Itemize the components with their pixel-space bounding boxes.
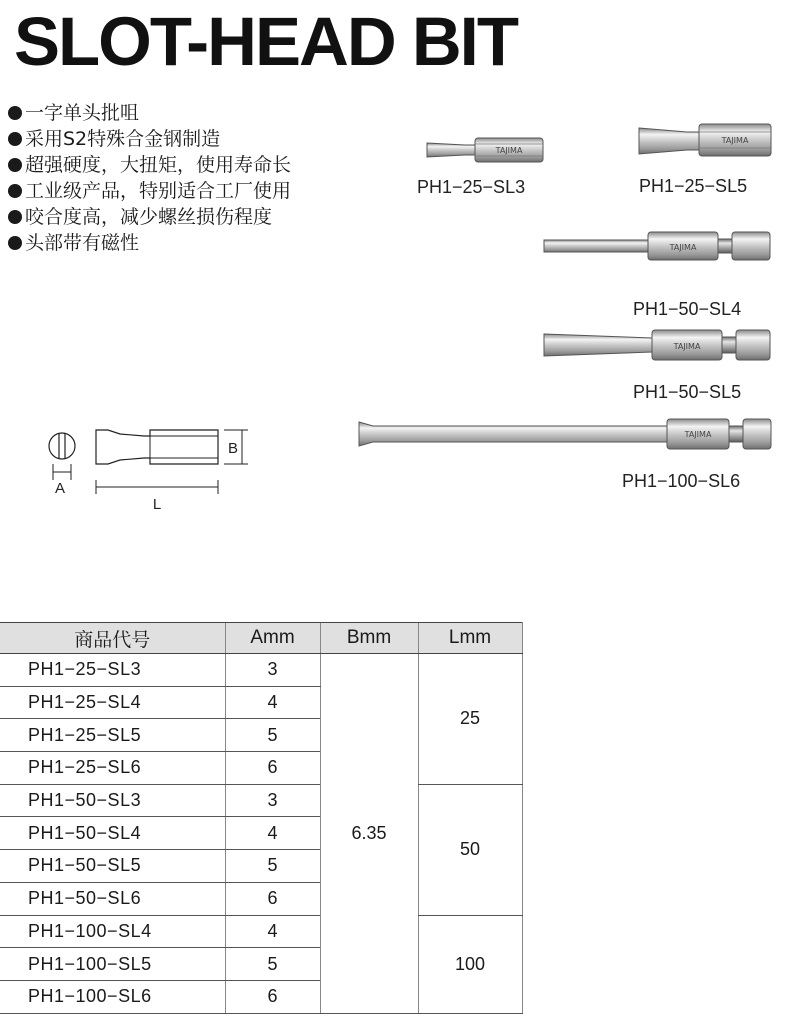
- table-header-row: [0, 623, 522, 654]
- bit-image-ph1-100-sl6: [355, 414, 775, 454]
- feature-item: [8, 100, 291, 126]
- cell-a: 6: [225, 882, 320, 915]
- table-row: [0, 654, 522, 687]
- cell-a: 4: [225, 817, 320, 850]
- header-model: 商品代号: [0, 623, 225, 654]
- cell-model: PH1−25−SL3: [0, 654, 225, 687]
- header-b: Bmm: [320, 623, 418, 654]
- bit-image-ph1-25-sl5: [637, 118, 777, 164]
- bullet-icon: [8, 158, 22, 172]
- brand-mark: TAJIMA: [673, 342, 701, 351]
- bit-label: PH1−50−SL5: [633, 382, 742, 402]
- bit-image-ph1-50-sl4: [540, 226, 775, 266]
- brand-mark: TAJIMA: [684, 430, 712, 439]
- cell-model: PH1−50−SL5: [0, 850, 225, 883]
- cell-model: PH1−100−SL5: [0, 948, 225, 981]
- dimension-label-b: B: [227, 440, 239, 457]
- cell-a: 5: [225, 850, 320, 883]
- cell-a: 6: [225, 752, 320, 785]
- dimension-label-l: L: [152, 496, 162, 513]
- feature-text: 工业级产品，特别适合工厂使用: [25, 180, 292, 202]
- bullet-icon: [8, 236, 22, 250]
- cell-a: 4: [225, 915, 320, 948]
- cell-b: 6.35: [320, 654, 418, 1014]
- bit-label: PH1−50−SL4: [633, 299, 742, 319]
- dimension-label-a: A: [54, 480, 66, 497]
- cell-model: PH1−100−SL6: [0, 980, 225, 1013]
- feature-item: [8, 204, 291, 230]
- table-row: [0, 915, 522, 948]
- feature-item: [8, 230, 291, 256]
- bit-image-ph1-50-sl5: [540, 324, 775, 366]
- bit-image-ph1-25-sl3: [425, 128, 550, 170]
- cell-l: 100: [418, 915, 522, 1013]
- cell-model: PH1−25−SL5: [0, 719, 225, 752]
- bit-label: PH1−100−SL6: [622, 471, 741, 491]
- cell-model: PH1−50−SL3: [0, 784, 225, 817]
- table-row: [0, 784, 522, 817]
- cell-model: PH1−25−SL4: [0, 686, 225, 719]
- cell-l: 50: [418, 784, 522, 915]
- bit-side-view: [96, 430, 218, 464]
- feature-item: [8, 178, 291, 204]
- bullet-icon: [8, 132, 22, 146]
- cell-a: 3: [225, 654, 320, 687]
- page-title: SLOT-HEAD BIT: [14, 3, 517, 80]
- cell-a: 5: [225, 948, 320, 981]
- cell-a: 5: [225, 719, 320, 752]
- cell-a: 4: [225, 686, 320, 719]
- brand-mark: TAJIMA: [721, 136, 749, 145]
- feature-item: [8, 152, 291, 178]
- header-l: Lmm: [418, 623, 522, 654]
- bullet-icon: [8, 210, 22, 224]
- cell-model: PH1−50−SL4: [0, 817, 225, 850]
- feature-list: [8, 100, 291, 256]
- dimension-diagram: [40, 420, 270, 520]
- feature-text: 采用S2特殊合金钢制造: [25, 128, 221, 150]
- cell-a: 6: [225, 980, 320, 1013]
- cell-l: 25: [418, 654, 522, 785]
- brand-mark: TAJIMA: [669, 243, 697, 252]
- bit-label: PH1−25−SL5: [639, 176, 748, 196]
- brand-mark: TAJIMA: [495, 146, 523, 155]
- bullet-icon: [8, 184, 22, 198]
- cell-model: PH1−100−SL4: [0, 915, 225, 948]
- feature-text: 超强硬度，大扭矩，使用寿命长: [25, 154, 292, 176]
- feature-item: [8, 126, 291, 152]
- bullet-icon: [8, 106, 22, 120]
- bit-label: PH1−25−SL3: [417, 177, 526, 197]
- cell-model: PH1−25−SL6: [0, 752, 225, 785]
- feature-text: 一字单头批咀: [25, 102, 140, 124]
- feature-text: 咬合度高，减少螺丝损伤程度: [25, 206, 273, 228]
- header-a: Amm: [225, 623, 320, 654]
- cell-a: 3: [225, 784, 320, 817]
- bit-end-view: [49, 433, 75, 459]
- feature-text: 头部带有磁性: [25, 232, 140, 254]
- cell-model: PH1−50−SL6: [0, 882, 225, 915]
- spec-table: [0, 622, 523, 1014]
